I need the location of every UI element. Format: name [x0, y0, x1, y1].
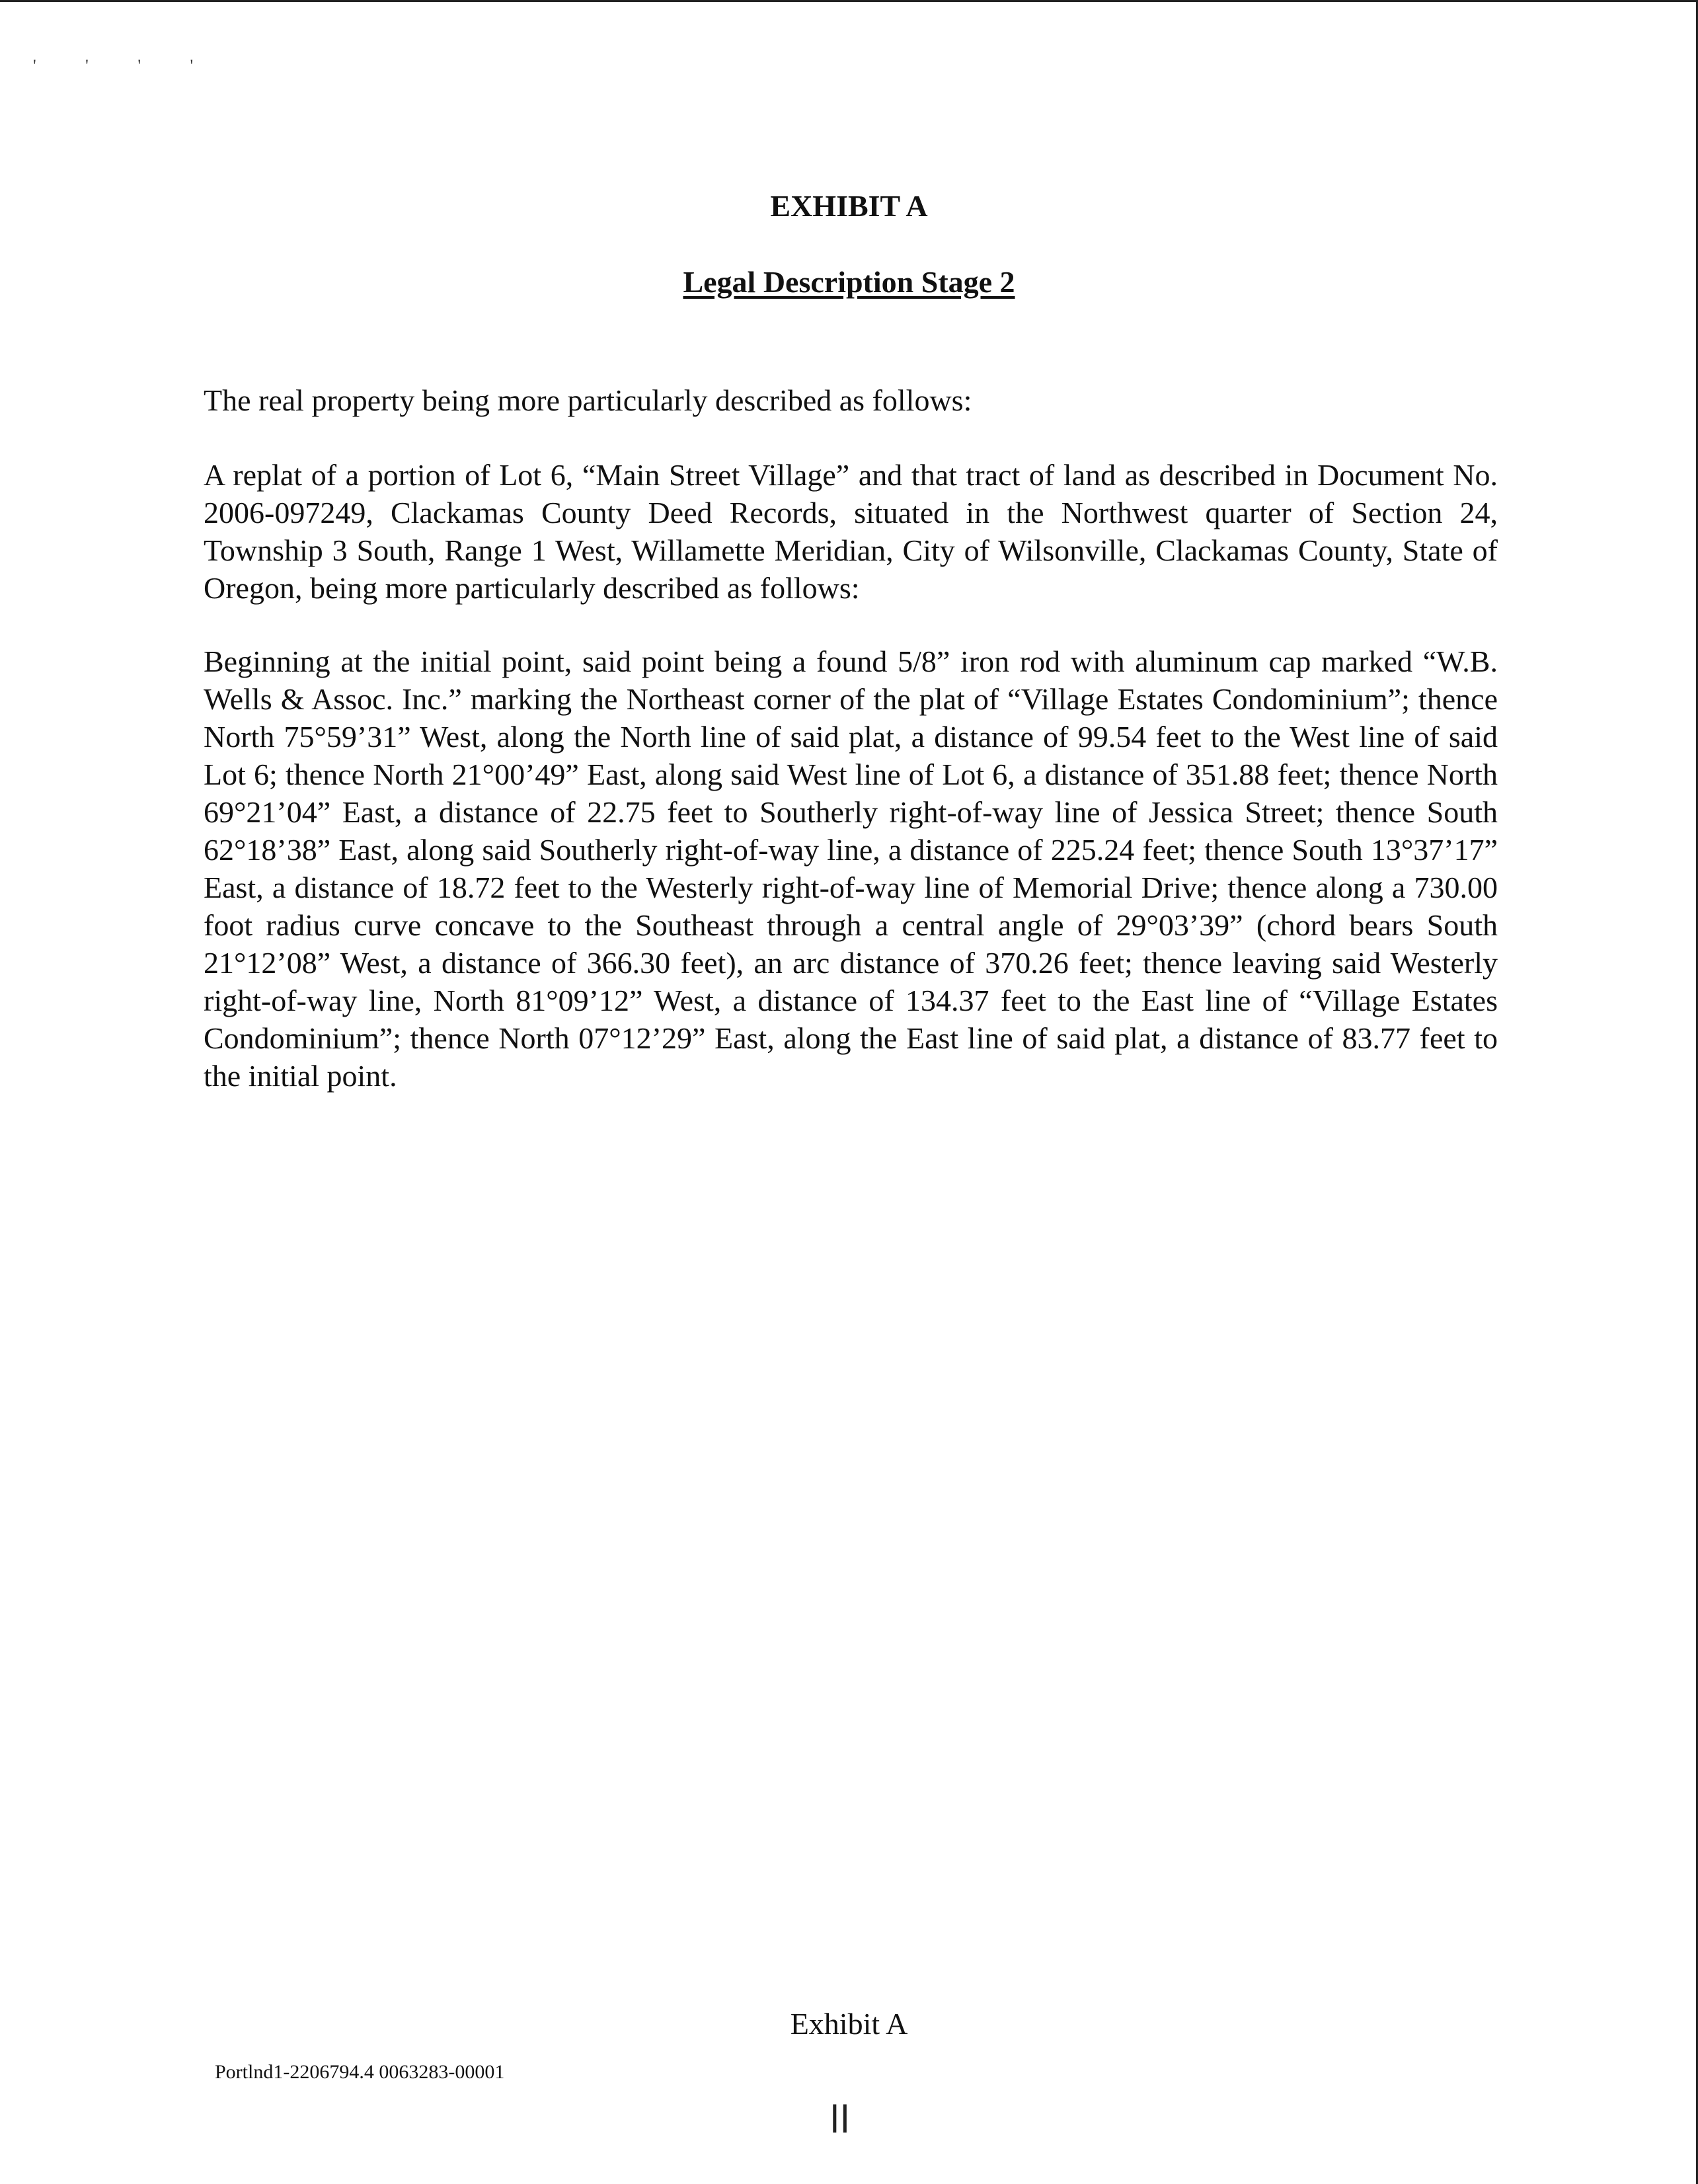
document-title: EXHIBIT A	[770, 189, 928, 223]
intro-paragraph: The real property being more particularly described as follows:	[204, 383, 972, 417]
replat-paragraph: A replat of a portion of Lot 6, “Main Street Village” and that tract of land as described in Document No. 2006-097249, Clackamas County Deed Records, situated in the Northwest quarter of Section 24, Township 3 South, Range 1 West, Willamette Meridian, City of Wilsonville, Clackamas County, State of Oregon, being more particularly described as follows:	[204, 458, 1498, 605]
page-mark: ll	[830, 2099, 851, 2142]
footer-label: Exhibit A	[790, 2007, 908, 2041]
description-paragraph: Beginning at the initial point, said point being a found 5/8” iron rod with aluminum cap marked “W.B. Wells & Assoc. Inc.” marking the Northeast corner of the plat of “Village Estates Condominium”; thence North 75°59’31” West, along the North line of said plat, a distance of 99.54 feet to the West line of said Lot 6; thence North 21°00’49” East, along said West line of Lot 6, a distance of 351.88 feet; thence North 69°21’04” East, a distance of 22.75 feet to Southerly right-of-way line of Jessica Street; thence South 62°18’38” East, along said Southerly right-of-way line, a distance of 225.24 feet; thence South 13°37’17” East, a distance of 18.72 feet to the Westerly right-of-way line of Memorial Drive; thence along a 730.00 foot radius curve concave to the Southeast through a central angle of 29°03’39” (chord bears South 21°12’08” West, a distance of 366.30 feet), an arc distance of 370.26 feet; thence leaving said Westerly right-of-way line, North 81°09’12” West, a distance of 134.37 feet to the East line of “Village Estates Condominium”; thence North 07°12’29” East, along the East line of said plat, a distance of 83.77 feet to the initial point.	[204, 644, 1498, 1093]
scan-specks: ' ' ' '	[33, 56, 216, 75]
document-subtitle: Legal Description Stage 2	[683, 265, 1015, 299]
document-id: Portlnd1-2206794.4 0063283-00001	[215, 2061, 505, 2083]
